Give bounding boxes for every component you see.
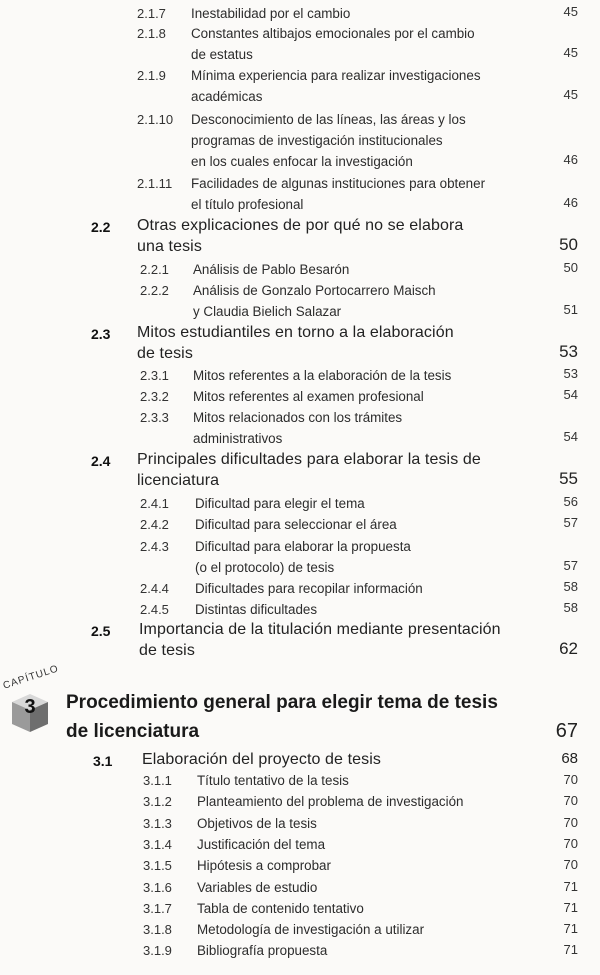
section-title-cont: de tesis <box>139 642 195 659</box>
toc-entry <box>0 4 600 24</box>
entry-page: 71 <box>563 942 578 957</box>
section-number: 3.1 <box>93 753 113 769</box>
entry-title: Bibliografía propuesta <box>197 943 328 958</box>
entry-title-cont: académicas <box>191 89 263 104</box>
entry-title: Facilidades de algunas instituciones para obtener <box>191 176 486 191</box>
toc-entry <box>0 494 600 514</box>
chapter-title: Procedimiento general para elegir tema de tesis <box>66 692 498 713</box>
entry-page: 57 <box>563 515 578 530</box>
entry-number: 2.3.3 <box>140 410 169 425</box>
entry-page: 53 <box>563 366 578 381</box>
entry-number: 3.1.9 <box>143 943 172 958</box>
entry-title: Mitos relacionados con los trámites <box>193 410 403 425</box>
entry-number: 2.1.7 <box>137 6 166 21</box>
entry-title: Análisis de Pablo Besarón <box>193 262 350 277</box>
entry-page: 46 <box>563 195 578 210</box>
entry-title: Justificación del tema <box>197 837 326 852</box>
entry-title: Hipótesis a comprobar <box>197 858 331 873</box>
entry-number: 3.1.7 <box>143 901 172 916</box>
entry-page: 70 <box>563 836 578 851</box>
entry-title-cont: (o el protocolo) de tesis <box>195 560 335 575</box>
entry-title: Constantes altibajos emocionales por el cambio <box>191 26 475 41</box>
chapter-cube-icon <box>8 690 52 734</box>
entry-number: 2.2.2 <box>140 283 169 298</box>
section-title: Importancia de la titulación mediante presentación <box>139 621 501 638</box>
entry-number: 3.1.8 <box>143 922 172 937</box>
toc-entry <box>0 815 600 835</box>
toc-entry <box>0 836 600 856</box>
entry-number: 2.1.11 <box>137 176 173 191</box>
entry-page: 58 <box>563 579 578 594</box>
section-page: 53 <box>559 342 578 361</box>
toc-entry <box>0 772 600 792</box>
section-title: Mitos estudiantiles en torno a la elaboración <box>137 324 454 341</box>
section-page: 68 <box>561 750 578 767</box>
entry-page: 50 <box>563 260 578 275</box>
section-page: 55 <box>559 469 578 488</box>
toc-section <box>0 216 600 260</box>
entry-title-cont: el título profesional <box>191 197 304 212</box>
entry-page: 57 <box>563 558 578 573</box>
entry-page: 45 <box>563 4 578 19</box>
entry-number: 2.1.8 <box>137 26 166 41</box>
toc-entry <box>0 793 600 813</box>
entry-number: 3.1.6 <box>143 880 172 895</box>
toc-entry <box>0 110 600 172</box>
entry-title: Dificultad para seleccionar el área <box>195 517 397 532</box>
toc-entry <box>0 515 600 535</box>
toc-entry <box>0 579 600 599</box>
toc-entry <box>0 879 600 899</box>
entry-title: Análisis de Gonzalo Portocarrero Maisch <box>193 283 436 298</box>
entry-title-cont: administrativos <box>193 431 283 446</box>
entry-number: 2.4.3 <box>140 539 169 554</box>
chapter-page: 67 <box>555 720 578 742</box>
entry-title: Distintas dificultades <box>195 602 318 617</box>
entry-title: Variables de estudio <box>197 880 318 895</box>
entry-page: 54 <box>563 387 578 402</box>
section-number: 2.4 <box>91 453 111 469</box>
entry-number: 3.1.2 <box>143 794 172 809</box>
toc-section <box>0 620 600 664</box>
entry-number: 2.2.1 <box>140 262 169 277</box>
entry-number: 2.1.9 <box>137 68 166 83</box>
toc-entry <box>0 260 600 280</box>
entry-title: Mitos referentes al examen profesional <box>193 389 424 404</box>
entry-title: Inestabilidad por el cambio <box>191 6 351 21</box>
toc-entry <box>0 281 600 323</box>
entry-page: 70 <box>563 772 578 787</box>
entry-number: 2.4.1 <box>140 496 169 511</box>
entry-page: 70 <box>563 793 578 808</box>
entry-title-cont: de estatus <box>191 47 253 62</box>
entry-page: 71 <box>563 879 578 894</box>
entry-title: Tabla de contenido tentativo <box>197 901 364 916</box>
entry-page: 70 <box>563 815 578 830</box>
toc-entry <box>0 408 600 450</box>
chapter-number: 3 <box>24 696 36 718</box>
entry-page: 70 <box>563 857 578 872</box>
toc-section <box>0 323 600 367</box>
entry-number: 2.3.2 <box>140 389 169 404</box>
entry-title: Dificultad para elaborar la propuesta <box>195 539 411 554</box>
toc-entry <box>0 900 600 920</box>
toc-entry <box>0 857 600 877</box>
entry-title-cont: programas de investigación institucionales <box>191 133 443 148</box>
entry-title: Planteamiento del problema de investigación <box>197 794 464 809</box>
toc-entry <box>0 387 600 407</box>
toc-section <box>0 750 600 772</box>
entry-number: 2.4.4 <box>140 581 169 596</box>
entry-page: 45 <box>563 87 578 102</box>
entry-title: Objetivos de la tesis <box>197 816 317 831</box>
entry-number: 3.1.3 <box>143 816 172 831</box>
toc-entry <box>0 537 600 579</box>
toc-entry <box>0 66 600 108</box>
entry-title-cont: y Claudia Bielich Salazar <box>193 304 342 319</box>
entry-number: 2.1.10 <box>137 112 174 127</box>
toc-entry <box>0 174 600 216</box>
section-title-cont: de tesis <box>137 345 193 362</box>
entry-page: 45 <box>563 45 578 60</box>
entry-number: 3.1.1 <box>143 773 172 788</box>
entry-page: 58 <box>563 600 578 615</box>
toc-entry <box>0 921 600 941</box>
section-title-cont: una tesis <box>137 238 202 255</box>
entry-number: 3.1.4 <box>143 837 172 852</box>
section-number: 2.2 <box>91 219 111 235</box>
entry-number: 3.1.5 <box>143 858 172 873</box>
entry-page: 51 <box>563 302 578 317</box>
toc-section <box>0 450 600 494</box>
entry-page: 71 <box>563 900 578 915</box>
entry-page: 56 <box>563 494 578 509</box>
entry-number: 2.4.2 <box>140 517 169 532</box>
entry-title: Mínima experiencia para realizar investigaciones <box>191 68 481 83</box>
toc-entry <box>0 942 600 962</box>
chapter-label: CAPÍTULO <box>1 663 61 692</box>
section-title: Principales dificultades para elaborar la tesis de <box>137 451 481 468</box>
entry-title: Dificultad para elegir el tema <box>195 496 365 511</box>
entry-title: Metodología de investigación a utilizar <box>197 922 425 937</box>
toc-entry <box>0 600 600 620</box>
section-title-cont: licenciatura <box>137 472 220 489</box>
section-number: 2.5 <box>91 623 111 639</box>
section-title: Elaboración del proyecto de tesis <box>142 751 381 768</box>
toc-entry <box>0 24 600 66</box>
section-page: 50 <box>559 235 578 254</box>
entry-number: 2.4.5 <box>140 602 169 617</box>
entry-title: Desconocimiento de las líneas, las áreas y los <box>191 112 466 127</box>
section-page: 62 <box>559 639 578 658</box>
entry-title: Mitos referentes a la elaboración de la tesis <box>193 368 452 383</box>
entry-page: 54 <box>563 429 578 444</box>
section-title: Otras explicaciones de por qué no se elabora <box>137 217 464 234</box>
entry-page: 46 <box>563 152 578 167</box>
entry-title: Dificultades para recopilar información <box>195 581 423 596</box>
entry-title-cont: en los cuales enfocar la investigación <box>191 154 413 169</box>
chapter-title-cont: de licenciatura <box>66 721 200 742</box>
section-number: 2.3 <box>91 326 111 342</box>
entry-page: 71 <box>563 921 578 936</box>
toc-entry <box>0 366 600 386</box>
entry-title: Título tentativo de la tesis <box>197 773 349 788</box>
entry-number: 2.3.1 <box>140 368 169 383</box>
